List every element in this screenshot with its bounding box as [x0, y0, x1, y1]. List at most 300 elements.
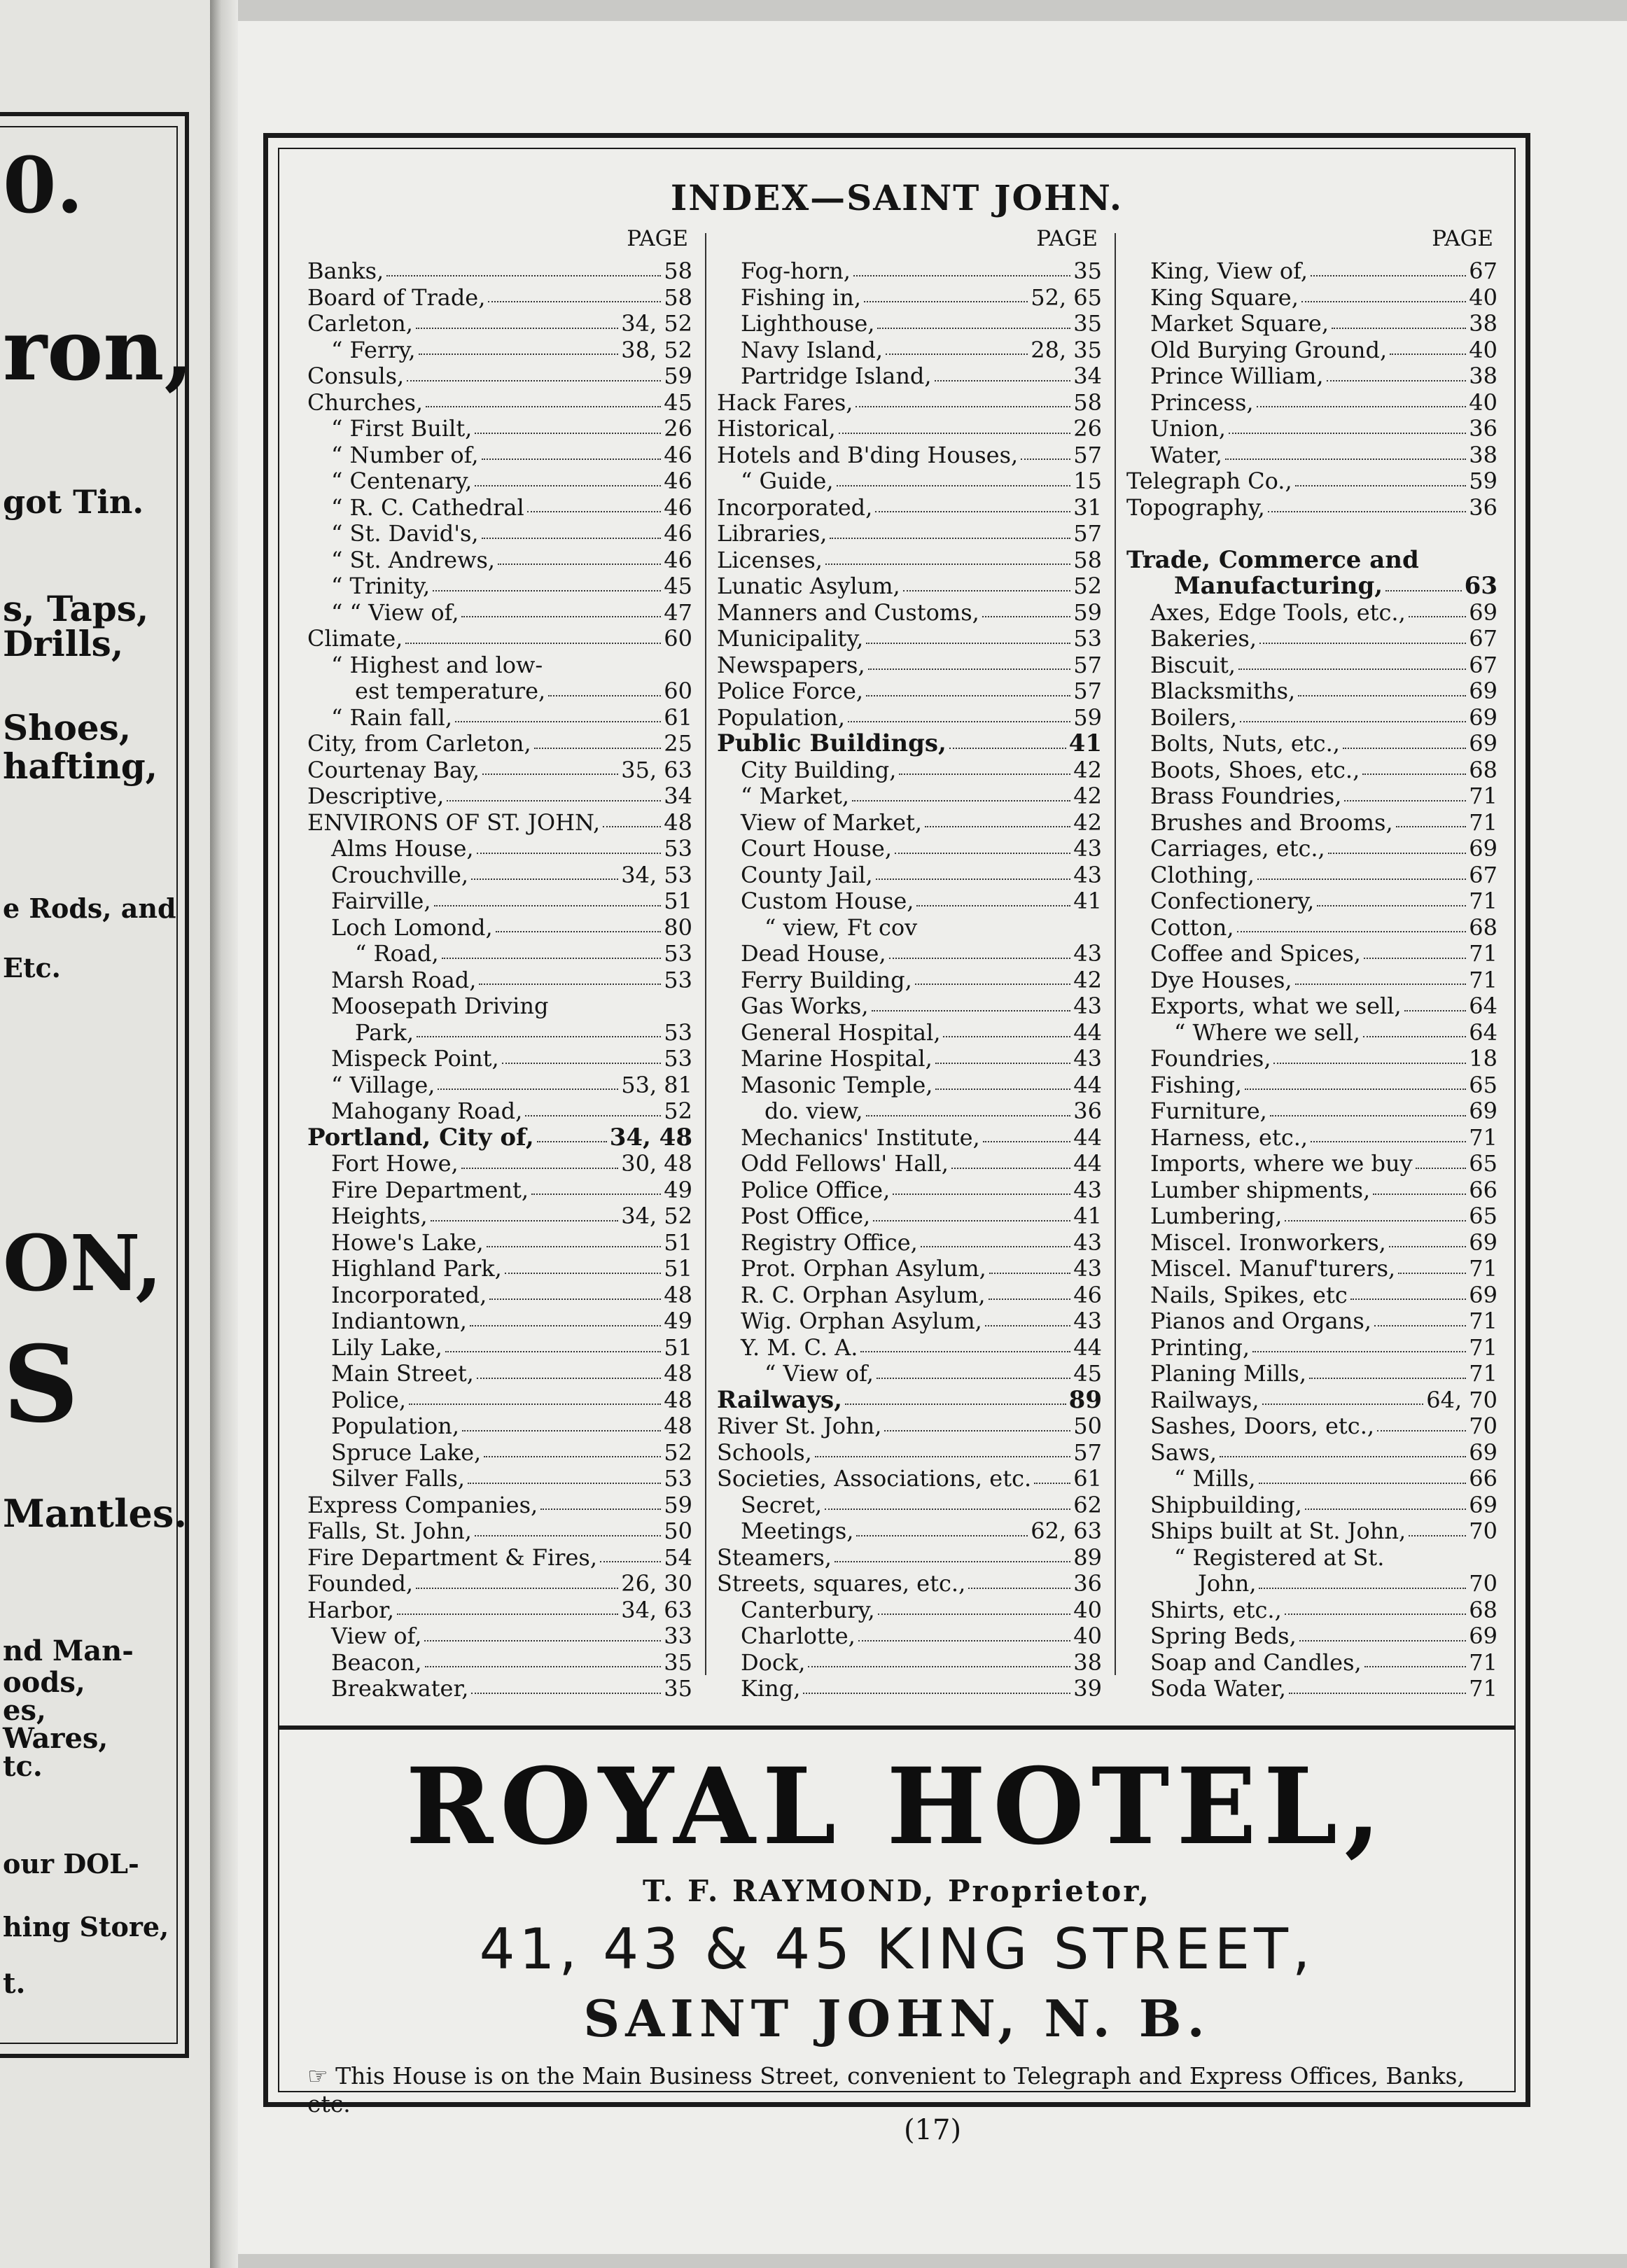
index-entry-page: 68	[1469, 1596, 1497, 1623]
leader-dots	[475, 477, 661, 486]
index-entry-label: Gas Works,	[741, 993, 869, 1019]
leader-dots	[935, 1054, 1071, 1064]
index-entry	[717, 600, 1102, 626]
index-entry-page: 36	[1469, 493, 1497, 521]
leader-dots	[1259, 1474, 1467, 1484]
index-entry-label: Howe's Lake,	[331, 1228, 484, 1256]
index-entry	[307, 547, 692, 574]
leader-dots	[479, 975, 661, 985]
left-page-text: t.	[3, 1967, 26, 2000]
index-entry-label: Mispeck Point,	[331, 1045, 499, 1072]
index-entry-page: 71	[1469, 1308, 1497, 1334]
index-entry-page: 42	[1073, 808, 1102, 836]
ad-separator-rule	[279, 1726, 1514, 1730]
index-entry-label: Police Office,	[741, 1176, 891, 1203]
index-entry-page: 58	[1073, 546, 1102, 573]
page-column-header: PAGE	[1432, 226, 1493, 251]
index-entry	[1126, 941, 1497, 967]
index-entry	[1126, 1046, 1497, 1072]
index-entry-label: Registry Office,	[741, 1228, 918, 1256]
index-entry	[717, 573, 1102, 600]
royal-hotel-advertisement	[279, 1738, 1514, 2118]
index-entry	[717, 1151, 1102, 1177]
index-entry-page: 60	[664, 625, 692, 652]
leader-dots	[600, 1553, 661, 1562]
index-entry	[1126, 442, 1497, 469]
index-entry-label: Brushes and Brooms,	[1150, 808, 1393, 836]
leader-dots	[475, 424, 661, 434]
index-entry-page: 44	[1073, 1124, 1102, 1151]
index-entry-label: Foundries,	[1150, 1045, 1271, 1072]
index-entry-label: Printing,	[1150, 1334, 1250, 1361]
index-entry-label: Prince William,	[1150, 363, 1324, 389]
leader-dots	[864, 293, 1028, 302]
index-entry-label: Furniture,	[1150, 1098, 1267, 1124]
index-entry-page: 57	[1073, 651, 1102, 678]
index-entry-page: 66	[1469, 1465, 1497, 1492]
leader-dots	[858, 1632, 1070, 1642]
index-entry-page: 33	[664, 1623, 692, 1649]
index-entry-page: 36	[1469, 415, 1497, 442]
index-entry-page: 67	[1469, 258, 1497, 284]
index-entry-label: King, View of,	[1150, 258, 1308, 284]
index-entry-label: Charlotte,	[741, 1623, 856, 1649]
index-entry	[1126, 1492, 1497, 1519]
index-entry	[717, 1098, 1102, 1125]
index-entry	[1126, 993, 1497, 1020]
leader-dots	[1344, 792, 1466, 802]
index-entry-page: 34, 52	[621, 1203, 692, 1229]
index-entry-page: 59	[1073, 704, 1102, 731]
index-entry	[307, 1545, 692, 1572]
ad-address: 41, 43 & 45 KING STREET,	[479, 1917, 1315, 1982]
leader-dots	[837, 477, 1071, 486]
index-entry-page: 71	[1469, 1648, 1497, 1676]
index-entry-label: Heights,	[331, 1203, 428, 1229]
index-entry	[717, 390, 1102, 416]
index-entry-label: “ Village,	[331, 1071, 435, 1098]
index-entry	[1126, 1203, 1497, 1230]
leader-dots	[1299, 1632, 1467, 1642]
index-entry	[1126, 337, 1497, 364]
index-entry-label: Carleton,	[307, 310, 413, 337]
leader-dots	[489, 1290, 661, 1300]
index-entry-page: 61	[1073, 1465, 1102, 1492]
index-entry	[1126, 652, 1497, 679]
index-entry	[717, 337, 1102, 364]
index-entry-label: Court House,	[741, 835, 892, 862]
index-entry	[717, 1650, 1102, 1676]
leader-dots	[1398, 1264, 1466, 1274]
index-entry	[1126, 888, 1497, 915]
leader-dots	[1396, 818, 1467, 827]
left-page-text: e Rods, and	[3, 892, 176, 924]
index-entry-label: Police Force,	[717, 678, 864, 704]
leader-dots	[1409, 1527, 1466, 1536]
index-entry-page: 58	[664, 284, 692, 311]
index-entry	[717, 1335, 1102, 1362]
index-entry-page: 71	[1469, 940, 1497, 967]
leader-dots	[468, 1474, 661, 1484]
index-entry	[1126, 915, 1497, 941]
index-entry-label: King,	[741, 1675, 801, 1702]
index-entry-label: “ Market,	[741, 783, 850, 809]
index-entry	[717, 1072, 1102, 1099]
leader-dots	[1390, 345, 1466, 355]
leader-dots	[1238, 660, 1466, 670]
index-entry-label: County Jail,	[741, 861, 873, 888]
leader-dots	[893, 1185, 1070, 1195]
index-entry-page: 42	[1073, 756, 1102, 783]
leader-dots	[431, 1212, 619, 1222]
leader-dots	[1225, 450, 1466, 460]
leader-dots	[968, 1579, 1070, 1589]
index-entry-page: 46	[664, 546, 692, 573]
leader-dots	[433, 582, 661, 592]
index-entry	[1126, 810, 1497, 836]
index-entry-page: 65	[1469, 1071, 1497, 1098]
left-page-text: 0.	[3, 140, 83, 230]
leader-dots	[1404, 1002, 1467, 1011]
leader-dots	[915, 975, 1070, 985]
index-entry-page: 71	[1469, 1334, 1497, 1361]
index-entry-label: est temperature,	[355, 678, 546, 704]
index-entry-page: 69	[1469, 598, 1497, 626]
index-entry-page: 35, 63	[621, 756, 692, 783]
index-entry-label: View of,	[331, 1623, 422, 1649]
index-entry	[717, 416, 1102, 442]
index-entry-label: Express Companies,	[307, 1491, 538, 1518]
index-entry-page: 26	[664, 415, 692, 442]
leader-dots	[1034, 1474, 1070, 1484]
index-entry	[307, 1597, 692, 1624]
leader-dots	[505, 1264, 661, 1274]
index-entry	[717, 1623, 1102, 1650]
index-entry-label: Fog-horn,	[741, 258, 851, 284]
leader-dots	[839, 424, 1071, 434]
index-entry-page: 53	[1073, 625, 1102, 652]
index-entry-page: 59	[1073, 598, 1102, 626]
index-entry-page: 59	[1469, 468, 1497, 494]
leader-dots	[925, 818, 1070, 827]
left-page-fragment	[0, 0, 210, 2268]
index-entry	[1126, 705, 1497, 732]
leader-dots	[1237, 923, 1467, 932]
index-entry	[1126, 1098, 1497, 1125]
index-entry	[307, 337, 692, 364]
index-entry-page: 71	[1469, 783, 1497, 809]
index-entry-label: “ Guide,	[741, 468, 834, 494]
index-entry-page: 41	[1073, 1203, 1102, 1229]
leader-dots	[1289, 1684, 1466, 1694]
index-entry	[307, 1308, 692, 1335]
index-entry-label: Municipality,	[717, 625, 864, 652]
index-entry-label: Libraries,	[717, 520, 828, 547]
index-entry-page: 43	[1073, 1255, 1102, 1282]
index-entry	[1126, 678, 1497, 705]
index-entry-page: 46	[664, 468, 692, 494]
index-entry-page: 69	[1469, 835, 1497, 862]
index-entry-label: Imports, where we buy	[1150, 1150, 1413, 1177]
index-entry-label: General Hospital,	[741, 1018, 941, 1046]
index-entry-page: 89	[1068, 1385, 1102, 1414]
index-entry-label: Ferry Building,	[741, 966, 912, 993]
index-entry-page: 43	[1073, 940, 1102, 967]
leader-dots	[878, 1605, 1071, 1615]
leader-dots	[477, 844, 662, 854]
leader-dots	[1273, 1054, 1466, 1064]
index-entry	[307, 1361, 692, 1387]
index-entry	[307, 1098, 692, 1125]
leader-dots	[1409, 608, 1467, 617]
index-entry-label: Dock,	[741, 1648, 806, 1676]
index-entry	[717, 311, 1102, 337]
index-entry	[1126, 1413, 1497, 1440]
index-entry	[307, 915, 692, 941]
index-entry-label: Water,	[1150, 441, 1222, 468]
index-entry-label: Fire Department,	[331, 1176, 529, 1203]
leader-dots	[899, 765, 1070, 775]
index-entry-label: Schools,	[717, 1438, 812, 1466]
leader-dots	[498, 555, 661, 565]
index-entry	[307, 1387, 692, 1414]
index-column-1	[307, 226, 692, 1702]
index-entry-label: Incorporated,	[331, 1281, 487, 1308]
left-page-text: oods,	[3, 1666, 85, 1699]
index-entry-label: Union,	[1150, 415, 1226, 442]
index-entry-label: do. view,	[764, 1098, 863, 1124]
index-column-2	[717, 226, 1102, 1702]
index-entry	[717, 915, 1102, 941]
leader-dots	[868, 660, 1071, 670]
index-entry-page: 69	[1469, 1623, 1497, 1649]
index-entry-label: Fishing in,	[741, 284, 861, 311]
index-entry-page: 38	[1469, 441, 1497, 468]
index-entry	[307, 888, 692, 915]
leader-dots	[1259, 634, 1466, 644]
index-entry-page: 46	[664, 520, 692, 547]
left-page-text: Wares,	[3, 1722, 109, 1755]
index-entry	[717, 547, 1102, 574]
index-entry-page: 59	[664, 363, 692, 389]
index-entry-label: Public Buildings,	[717, 729, 947, 757]
index-entry-page: 68	[1469, 756, 1497, 783]
index-entry	[307, 862, 692, 889]
index-entry-page: 51	[664, 1228, 692, 1256]
leader-dots	[447, 792, 661, 802]
leader-dots	[1285, 1605, 1467, 1615]
leader-dots	[983, 1133, 1071, 1142]
index-entry	[717, 678, 1102, 705]
index-entry-label: Wig. Orphan Asylum,	[741, 1308, 982, 1334]
index-entry-page: 60	[664, 678, 692, 704]
index-entry-label: Dye Houses,	[1150, 966, 1292, 993]
index-entry	[1126, 1151, 1497, 1177]
index-entry	[1126, 468, 1497, 495]
leader-dots	[470, 1317, 661, 1326]
index-entry-page: 31	[1073, 493, 1102, 521]
index-entry	[307, 1623, 692, 1650]
index-entry-page: 64, 70	[1426, 1386, 1497, 1413]
leader-dots	[1416, 1159, 1467, 1169]
leader-dots	[397, 1605, 618, 1615]
index-entry	[1126, 573, 1497, 600]
index-entry-page: 51	[664, 1334, 692, 1361]
page-column-header: PAGE	[1036, 226, 1098, 251]
index-entry-page: 57	[1073, 1438, 1102, 1466]
leader-dots	[409, 1395, 661, 1405]
index-entry-page: 62	[1073, 1491, 1102, 1518]
leader-dots	[424, 1632, 661, 1642]
index-entry-label: Coffee and Spices,	[1150, 940, 1361, 967]
index-entry-page: 61	[664, 704, 692, 731]
leader-dots	[853, 267, 1070, 276]
index-entry-label: Crouchville,	[331, 861, 469, 888]
leader-dots	[815, 1448, 1070, 1457]
leader-dots	[1327, 372, 1467, 382]
index-entry	[717, 888, 1102, 915]
leader-dots	[1295, 477, 1467, 486]
index-entry-label: City, from Carleton,	[307, 730, 531, 757]
index-entry	[717, 1440, 1102, 1466]
index-entry	[307, 573, 692, 600]
index-entry-page: 43	[1073, 1176, 1102, 1203]
leader-dots	[985, 1317, 1070, 1326]
index-entry-label: “ Number of,	[331, 441, 479, 468]
index-entry-page: 71	[1469, 1124, 1497, 1151]
index-entry-label: Boilers,	[1150, 704, 1238, 731]
index-entry-page: 44	[1073, 1150, 1102, 1177]
index-entry	[1126, 1440, 1497, 1466]
index-entry-label: Railways,	[717, 1385, 842, 1414]
leader-dots	[935, 372, 1071, 382]
leader-dots	[1295, 975, 1467, 985]
index-entry-label: Masonic Temple,	[741, 1071, 933, 1098]
leader-dots	[488, 293, 661, 302]
leader-dots	[438, 1080, 618, 1090]
index-entry	[307, 1518, 692, 1545]
leader-dots	[1374, 1317, 1466, 1326]
leader-dots	[1311, 267, 1466, 276]
index-entry-label: Meetings,	[741, 1518, 854, 1544]
leader-dots	[540, 1500, 661, 1510]
leader-dots	[1298, 687, 1466, 696]
index-entry	[307, 1177, 692, 1204]
index-entry-page: 36	[1073, 1098, 1102, 1124]
leader-dots	[1270, 1107, 1466, 1116]
leader-dots	[1257, 870, 1466, 880]
index-entry	[1126, 521, 1497, 547]
index-entry	[717, 1256, 1102, 1282]
leader-dots	[405, 634, 661, 644]
index-entry-page: 71	[1469, 808, 1497, 836]
left-page-text: tc.	[3, 1750, 43, 1783]
index-entry	[307, 626, 692, 652]
index-entry-label: Pianos and Organs,	[1150, 1308, 1371, 1334]
index-entry-label: “ First Built,	[331, 415, 473, 442]
left-page-text: hafting,	[3, 746, 158, 787]
index-entry-page: 38	[1073, 1648, 1102, 1676]
index-entry	[307, 1046, 692, 1072]
index-entry-label: Manners and Customs,	[717, 598, 979, 626]
index-frame-inner	[278, 148, 1516, 2118]
index-entry-label: Indiantown,	[331, 1308, 467, 1334]
leader-dots	[943, 1028, 1070, 1037]
leader-dots	[877, 319, 1070, 329]
index-entry-page: 57	[1073, 520, 1102, 547]
index-entry	[1126, 836, 1497, 862]
index-entry-label: Confectionery,	[1150, 888, 1315, 914]
leader-dots	[461, 1159, 619, 1169]
leader-dots	[866, 687, 1070, 696]
index-entry-page: 46	[1073, 1281, 1102, 1308]
leader-dots	[386, 267, 661, 276]
leader-dots	[442, 949, 662, 959]
index-entry-page: 58	[1073, 388, 1102, 416]
index-entry-page: 70	[1469, 1570, 1497, 1597]
left-page-text: Mantles.	[3, 1491, 188, 1536]
index-entry	[1126, 311, 1497, 337]
leader-dots	[1328, 844, 1467, 854]
index-entry-page: 44	[1073, 1018, 1102, 1046]
leader-dots	[889, 949, 1071, 959]
index-entry	[1126, 1072, 1497, 1099]
index-entry	[307, 1335, 692, 1362]
index-entry	[717, 731, 1102, 757]
index-entry	[307, 705, 692, 732]
leader-dots	[1343, 739, 1466, 749]
leader-dots	[461, 608, 661, 617]
index-entry-label: Harbor,	[307, 1596, 394, 1623]
index-entry	[717, 941, 1102, 967]
index-entry-label: Bakeries,	[1150, 625, 1257, 652]
leader-dots	[825, 555, 1070, 565]
index-entry-page: 38	[1469, 310, 1497, 337]
index-entry-label: Fairville,	[331, 888, 431, 914]
index-entry-label: Main Street,	[331, 1360, 474, 1387]
index-entry-page: 46	[664, 441, 692, 468]
index-entry-label: Churches,	[307, 388, 424, 416]
index-entry-label: Cotton,	[1150, 913, 1234, 941]
leader-dots	[525, 1107, 661, 1116]
index-entry-page: 43	[1073, 1308, 1102, 1334]
index-entry-label: “ Registered at St.	[1174, 1544, 1385, 1571]
index-entry	[717, 836, 1102, 862]
index-entry	[717, 1125, 1102, 1152]
leader-dots	[407, 372, 661, 382]
index-entry	[1126, 626, 1497, 652]
index-entry-label: Nails, Spikes, etc	[1150, 1281, 1348, 1308]
index-entry-label: “ St. David's,	[331, 520, 479, 547]
leader-dots	[1220, 1448, 1466, 1457]
index-entry-page: 49	[664, 1308, 692, 1334]
index-entry	[717, 1203, 1102, 1230]
index-entry	[717, 652, 1102, 679]
index-entry-page: 34	[1073, 363, 1102, 389]
leader-dots	[951, 1159, 1070, 1169]
leader-dots	[1350, 1290, 1467, 1300]
leader-dots	[1245, 1080, 1466, 1090]
index-entry-page: 46	[664, 493, 692, 521]
leader-dots	[921, 1238, 1070, 1247]
index-entry	[1126, 1466, 1497, 1492]
index-entry-page: 43	[1073, 861, 1102, 888]
left-page-text: Drills,	[3, 623, 124, 664]
index-entry-label: “ view, Ft cov	[764, 913, 918, 941]
index-entry-page: 39	[1073, 1675, 1102, 1702]
index-entry	[1126, 1230, 1497, 1256]
index-entry-page: 42	[1073, 966, 1102, 993]
